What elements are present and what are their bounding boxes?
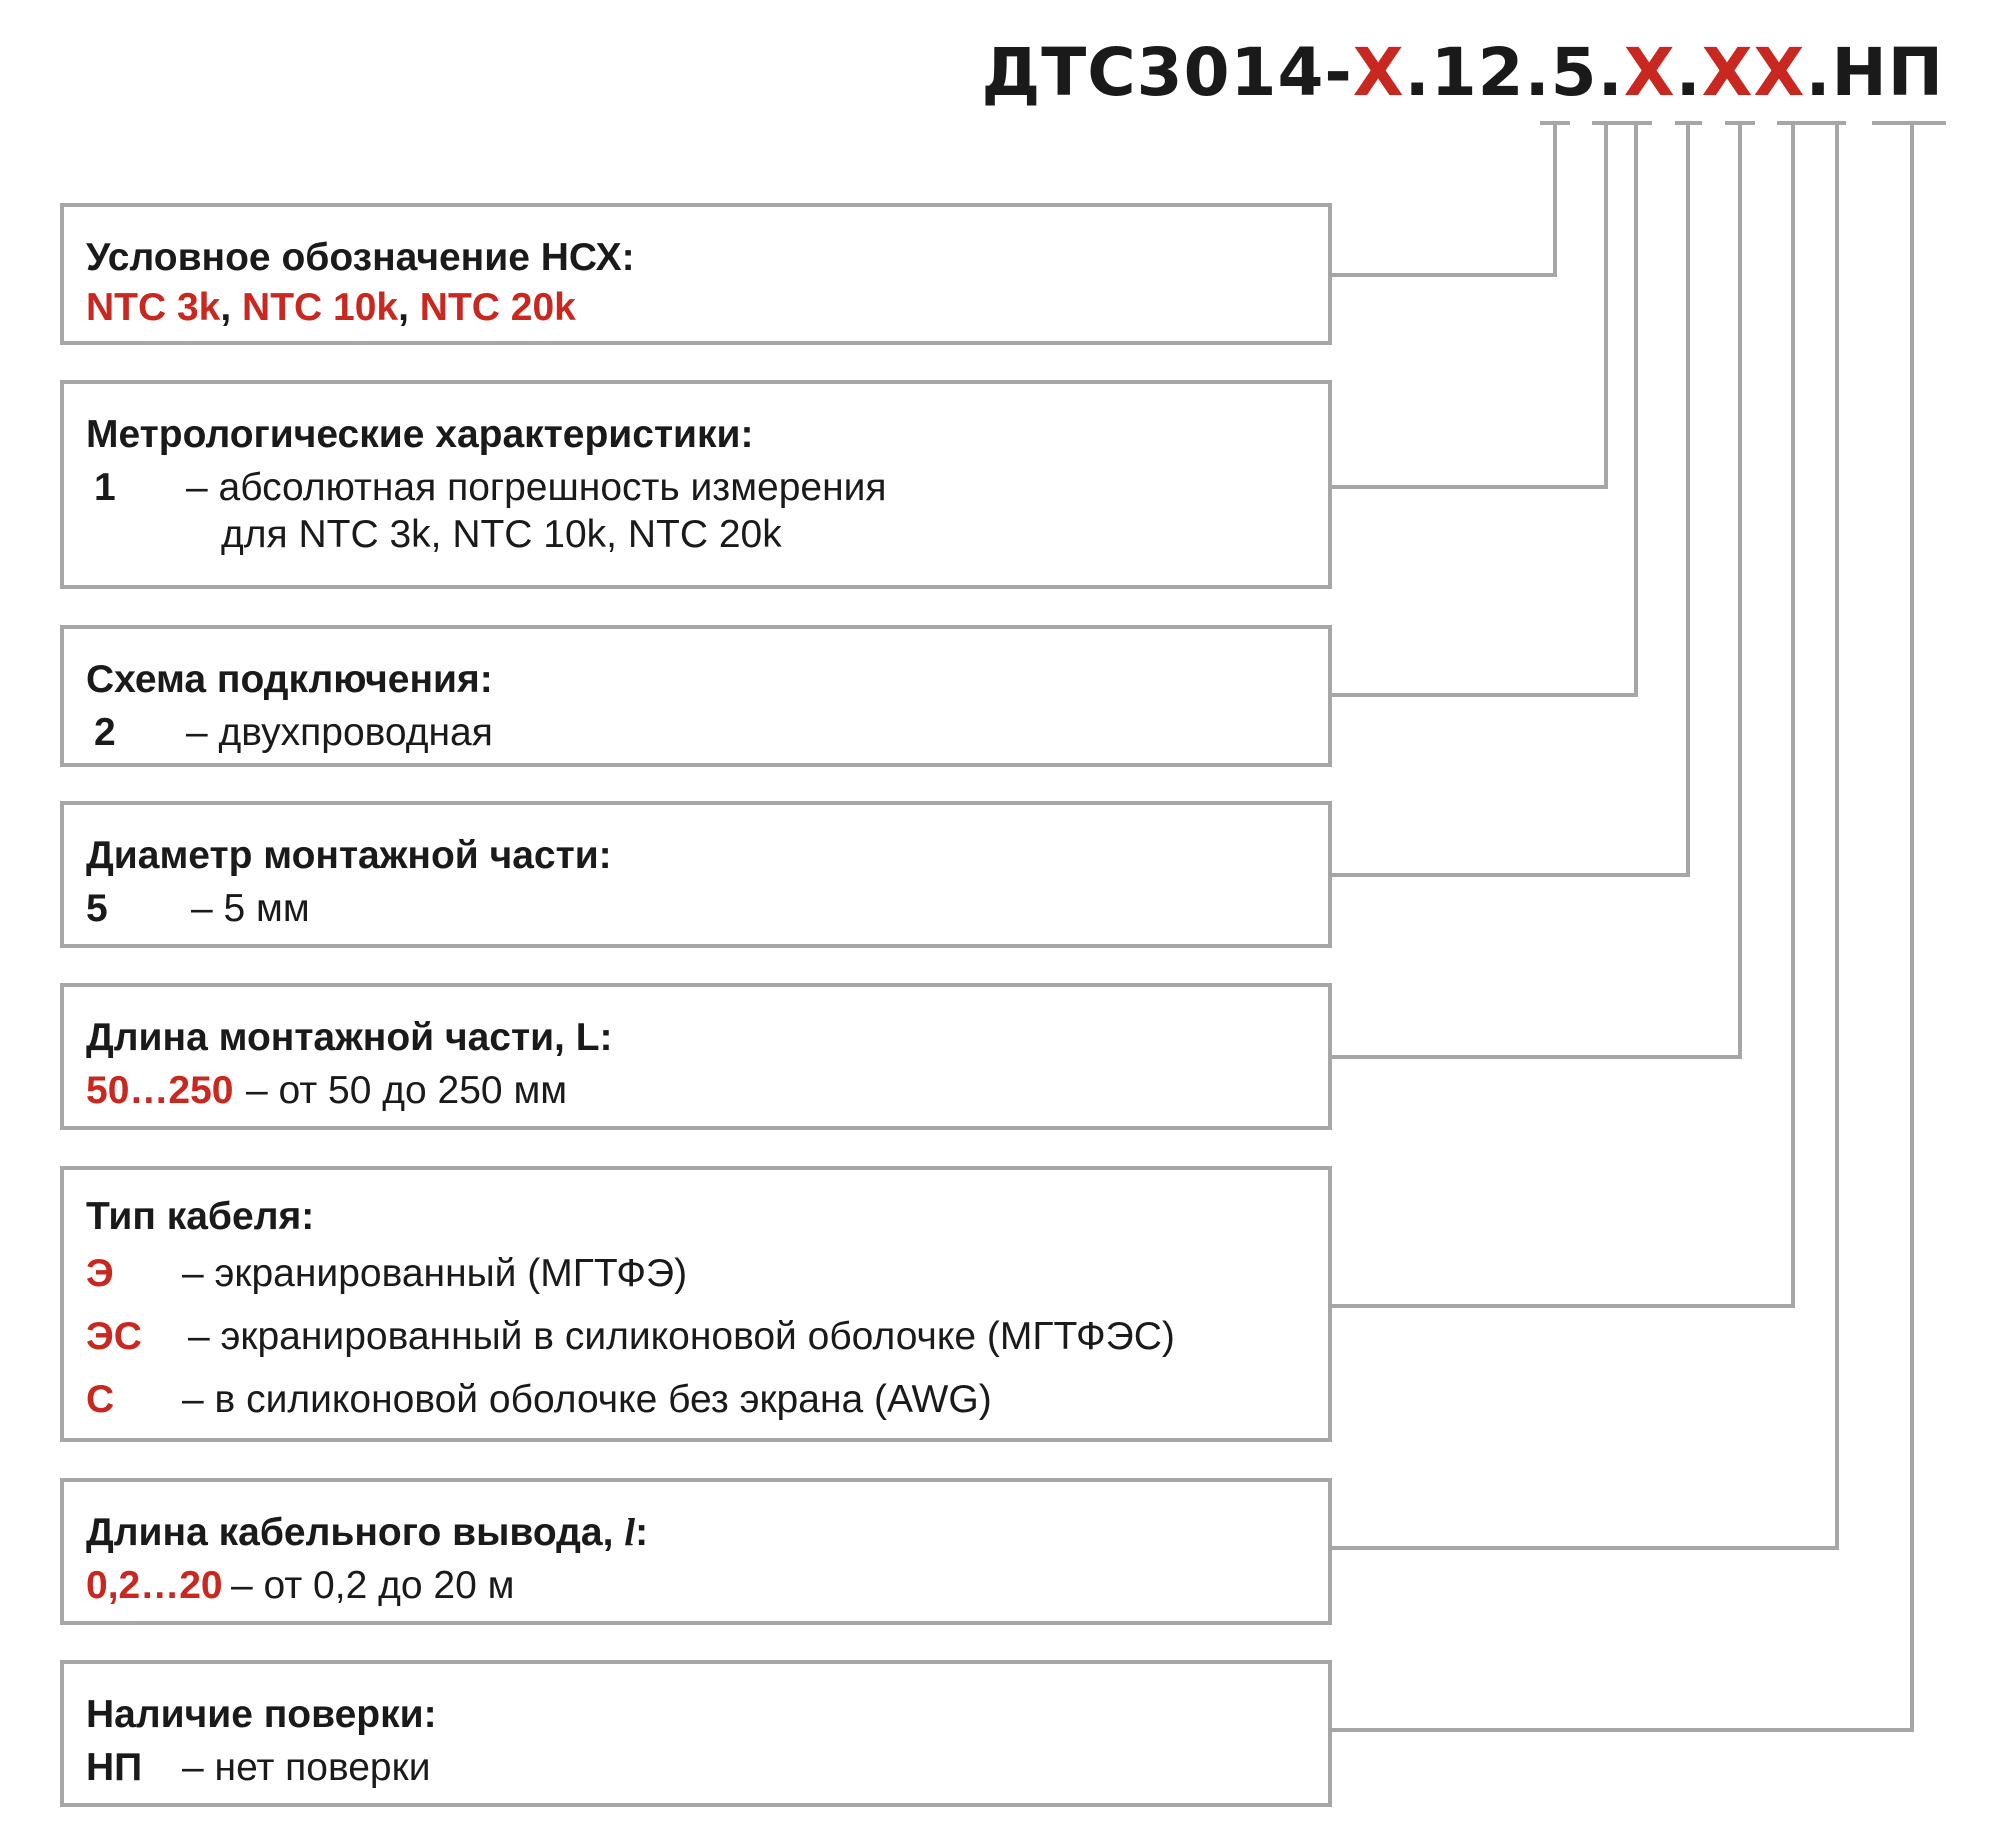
cable-key: Э [86,1252,114,1295]
cable-item [86,1368,1328,1431]
cable-item [86,1305,1328,1368]
metrology-key: 1 [94,466,116,509]
box-verify [60,1660,1332,1807]
box-lead [60,1478,1332,1625]
nsh-value: NTC 10k [242,286,399,329]
box-lead-title [86,1508,1328,1558]
model-code [981,34,1944,111]
box-diameter-title: Диаметр монтажной части: [86,834,612,877]
box-metrology-title: Метрологические характеристики: [86,413,754,456]
metrology-row [86,460,1328,515]
box-nsh [60,203,1332,345]
code-dot: . [1675,34,1702,111]
box-nsh-title: Условное обозначение НСХ: [86,236,635,279]
cable-desc: – в силиконовой оболочке без экрана (AWG) [182,1378,992,1421]
separator: , [220,286,243,329]
metrology-desc-cont: для NTC 3k, NTC 10k, NTC 20k [221,513,782,556]
length-key: 50…250 [86,1069,234,1112]
cable-key: ЭС [86,1315,142,1358]
code-prefix: ДТС3014- [981,34,1353,111]
leader-metro [1332,123,1606,487]
cable-key: С [86,1378,115,1421]
leader-lead [1332,123,1837,1548]
lead-row [86,1558,1328,1613]
metrology-desc: – абсолютная погрешность измерения [186,466,887,509]
box-metrology [60,380,1332,589]
leader-verify [1332,123,1912,1730]
lead-key: 0,2…20 [86,1564,223,1607]
separator: , [398,286,420,329]
length-desc: – от 50 до 250 мм [246,1069,568,1112]
lead-title-text: Длина кабельного вывода, [86,1511,625,1554]
code-xx: XX [1701,34,1806,111]
code-12: 12 [1430,34,1525,111]
box-diameter [60,801,1332,948]
code-5: 5 [1550,34,1598,111]
code-dot: . [1597,34,1624,111]
box-length-title: Длина монтажной части, L: [86,1016,613,1059]
leader-scheme [1332,123,1636,695]
lead-title-end: : [635,1511,649,1554]
verify-row [86,1740,1328,1795]
box-cable-title: Тип кабеля: [86,1195,315,1238]
box-scheme [60,625,1332,767]
lead-title-var: l [624,1511,636,1554]
verify-desc: – нет поверки [182,1746,431,1789]
leader-nsh [1332,123,1555,275]
scheme-desc: – двухпроводная [186,711,493,754]
lead-desc: – от 0,2 до 20 м [231,1564,515,1607]
code-dot: . [1805,34,1832,111]
scheme-row [86,705,1328,760]
box-scheme-title: Схема подключения: [86,658,493,701]
cable-item [86,1242,1328,1305]
code-x2: X [1623,34,1676,111]
length-row [86,1063,1328,1118]
box-nsh-values [86,283,1328,333]
diameter-row [86,881,1328,936]
code-x1: X [1352,34,1405,111]
diameter-key: 5 [86,887,108,930]
leader-length [1332,123,1740,1057]
box-length [60,983,1332,1130]
verify-key: НП [86,1746,143,1789]
leader-cable [1332,123,1793,1306]
nsh-value: NTC 3k [86,286,221,329]
box-cable [60,1166,1332,1442]
scheme-key: 2 [94,711,116,754]
code-dot: . [1404,34,1431,111]
cable-desc: – экранированный (МГТФЭ) [182,1252,688,1295]
code-dot: . [1524,34,1551,111]
diameter-desc: – 5 мм [191,887,310,930]
cable-desc: – экранированный в силиконовой оболочке (МГТФЭС) [188,1315,1175,1358]
nsh-value: NTC 20k [419,286,576,329]
box-verify-title: Наличие поверки: [86,1693,437,1736]
code-np: НП [1831,34,1944,111]
